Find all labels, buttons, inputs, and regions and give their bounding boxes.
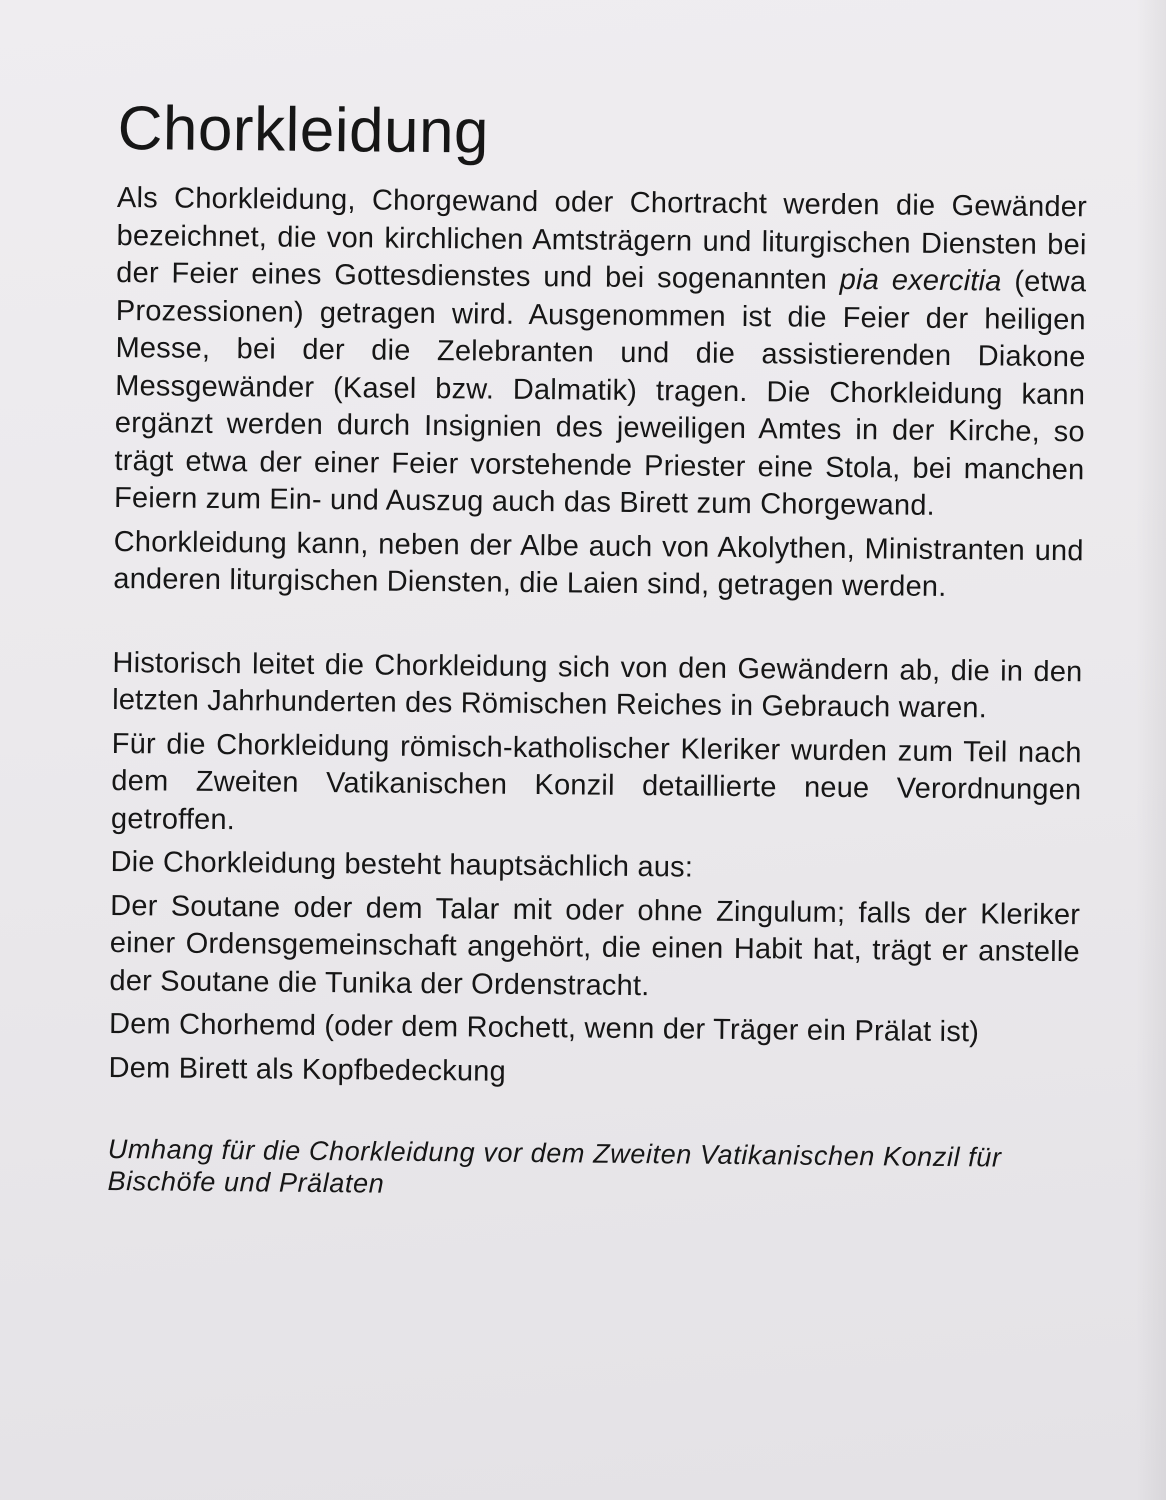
- birett-paragraph: Dem Birett als Kopfbedeckung: [108, 1051, 507, 1088]
- kleriker-paragraph: Für die Chorkleidung römisch-katholischer Kleriker wurden zum Teil nach dem Zweiten Vatikanischen Konzil detaillierte neue Verordnungen getroffen.: [110, 727, 1082, 836]
- document-title: Chorkleidung: [117, 93, 490, 167]
- intro-paragraph: [114, 180, 1087, 527]
- image-caption: Umhang für die Chorkleidung vor dem Zweiten Vatikanischen Konzil für Bischöfe und Prälaten: [107, 1133, 1002, 1199]
- intro-italic-term: pia exercitia: [839, 263, 1002, 298]
- historisch-paragraph: Historisch leitet die Chorkleidung sich von den Gewändern ab, die in den letzten Jahrhunderten des Römischen Reiches in Gebrauch waren.: [112, 646, 1083, 725]
- intro-text-part1: Als Chorkleidung, Chorgewand oder Chortracht werden die Gewänder bezeichnet, die von kirchlichen Amtsträgern und liturgischen Diensten bei der Feier eines Gottesdienstes und bei sogenannten: [116, 181, 1088, 296]
- sheet-shadow-edge: [1136, 0, 1166, 1500]
- document-body: [105, 92, 1088, 1431]
- besteht-paragraph: Die Chorkleidung besteht hauptsächlich aus:: [110, 845, 694, 884]
- intro-text-part2: (etwa Prozessionen) getragen wird. Ausgenommen ist die Feier der heiligen Messe, bei der die Zelebranten und die assistierenden Diakone Messgewänder (Kasel bzw. Dalmatik) tragen. Die Chorkleidung kann ergänzt werden durch Insignien des jeweiligen Amtes in der Kirche, so trägt etwa der einer Feier vorstehende Priester eine Stola, bei manchen Feiern zum Ein- und Auszug auch das Birett zum Chorgewand.: [113, 265, 1087, 522]
- chorhemd-paragraph: Dem Chorhemd (oder dem Rochett, wenn der Träger ein Prälat ist): [108, 1007, 980, 1049]
- soutane-paragraph: Der Soutane oder dem Talar mit oder ohne Zingulum; falls der Kleriker einer Ordensgemeinschaft angehört, die einen Habit hat, trägt er anstelle der Soutane die Tunika der Ordenstracht.: [109, 889, 1081, 1002]
- laien-paragraph: Chorkleidung kann, neben der Albe auch von Akolythen, Ministranten und anderen liturgischen Diensten, die Laien sind, getragen werden.: [113, 525, 1084, 603]
